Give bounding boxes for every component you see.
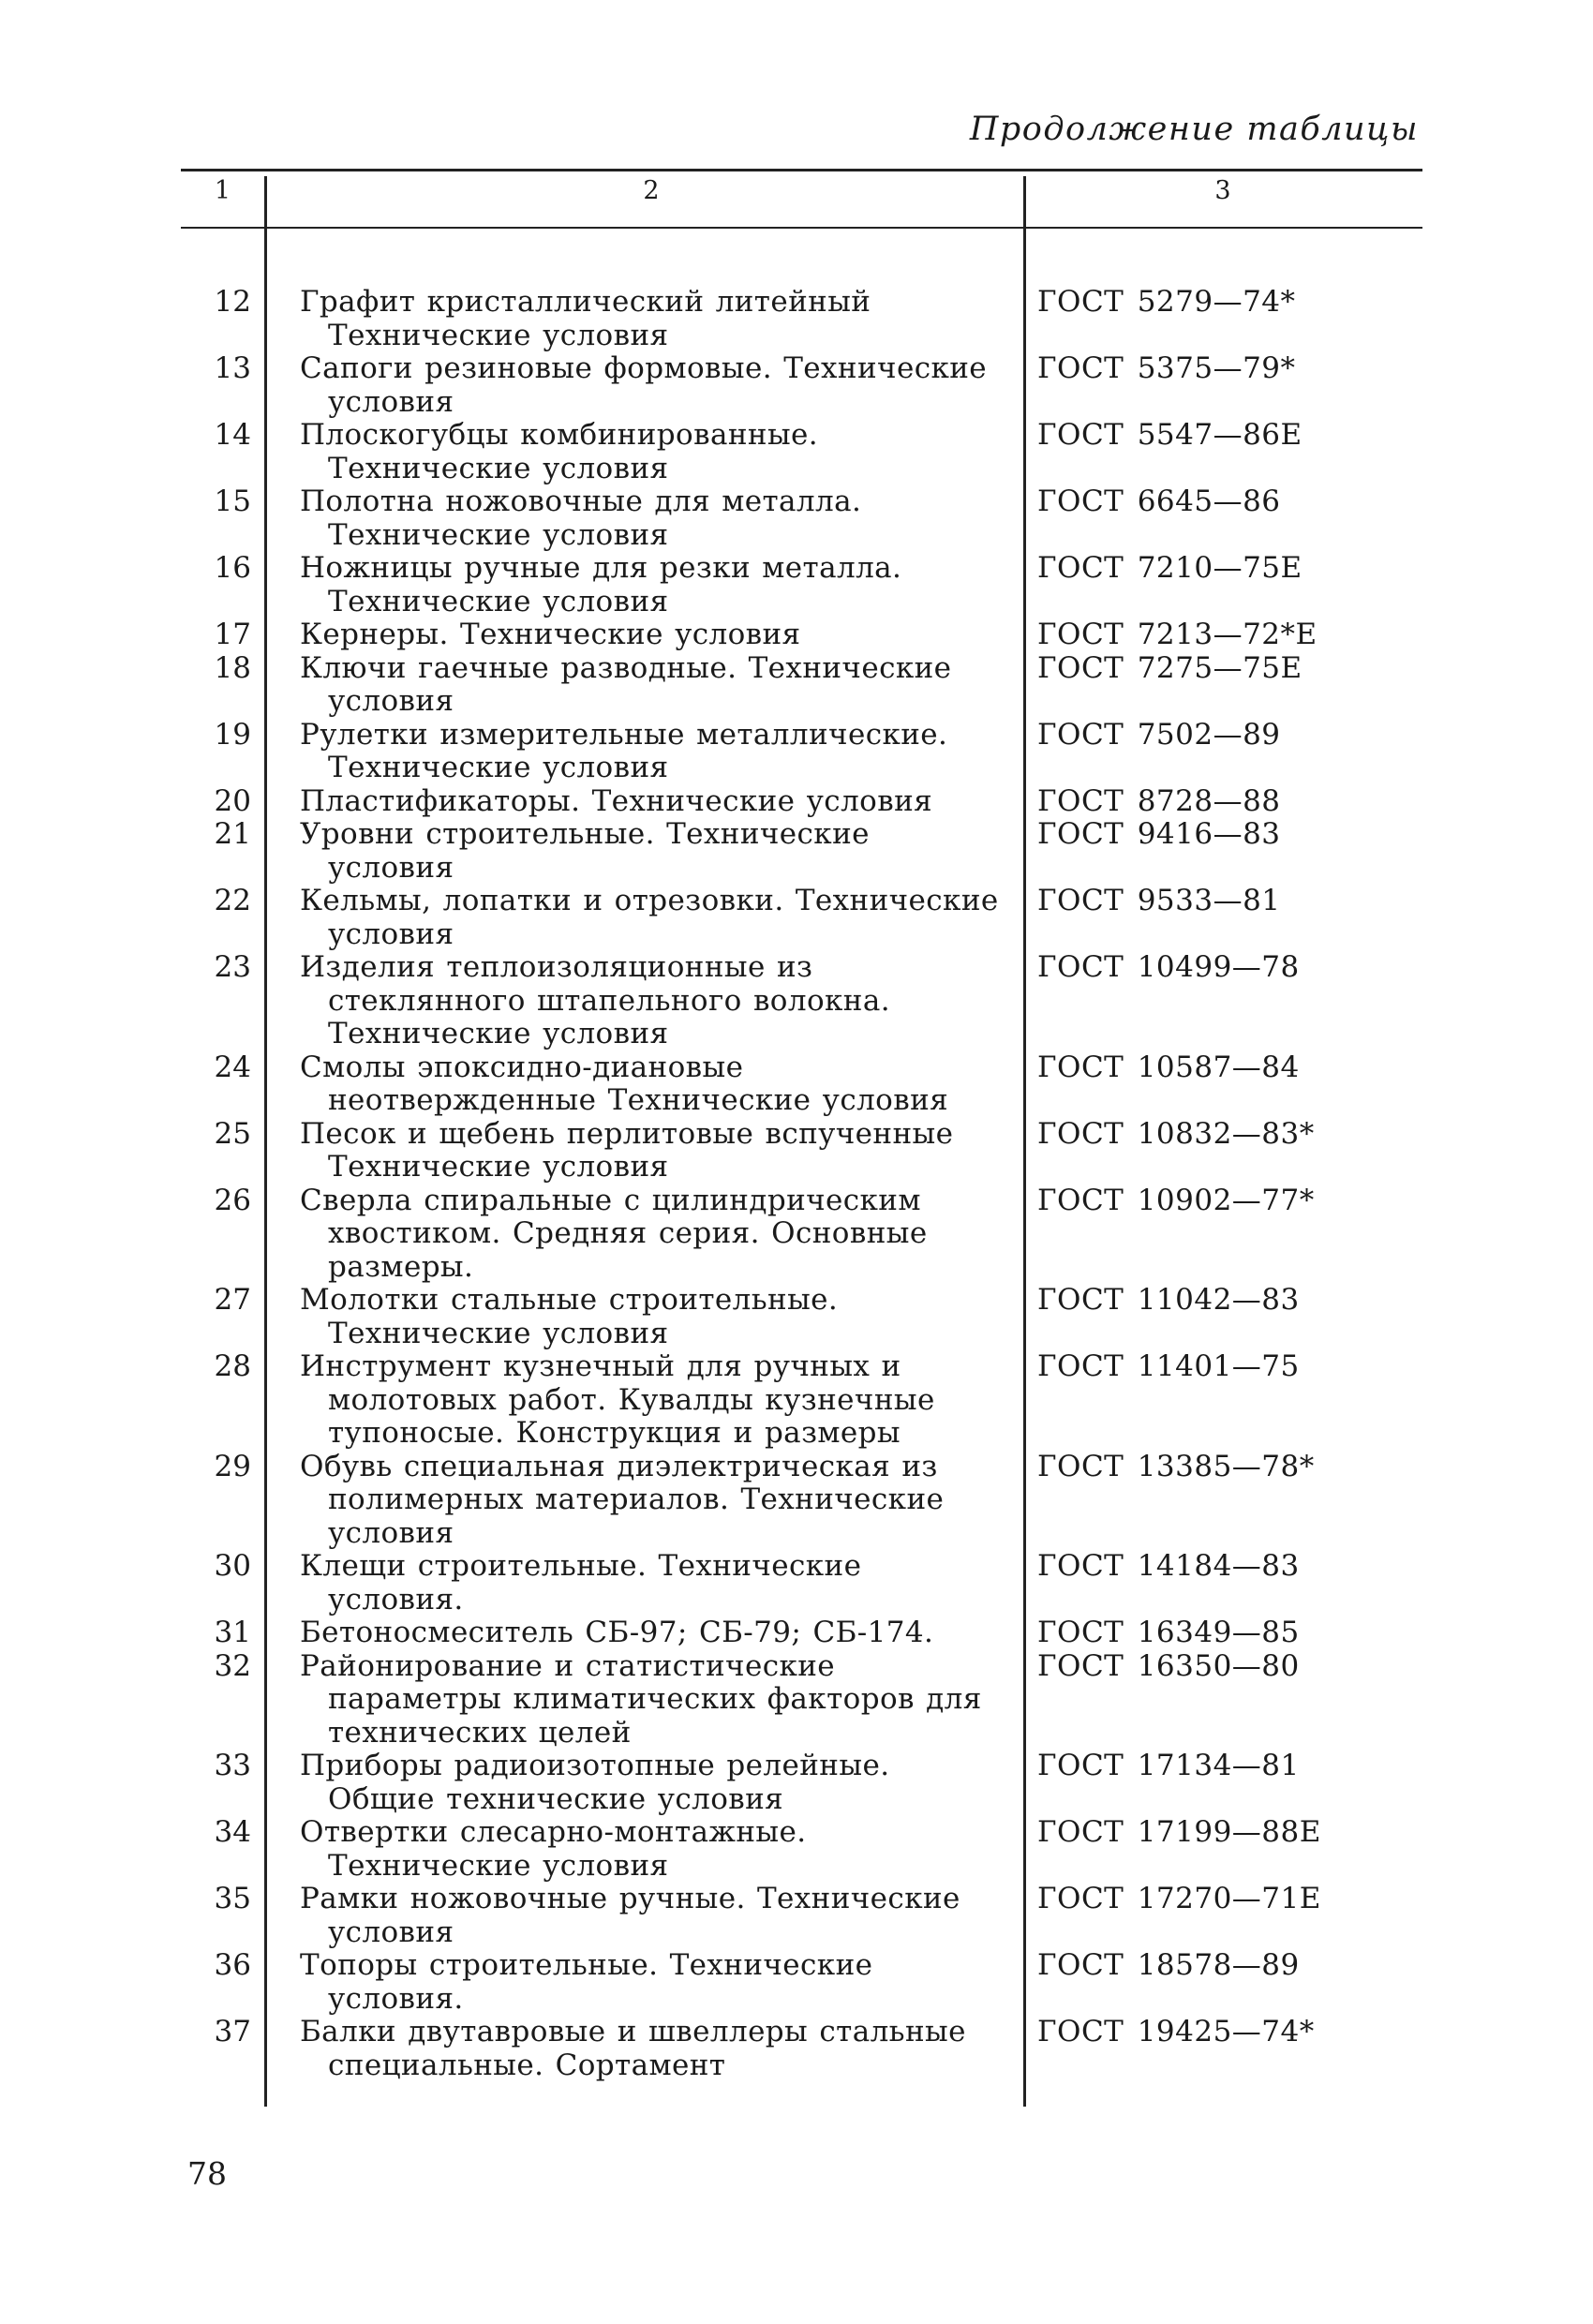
row-standard: ГОСТ 7275—75Е xyxy=(1037,650,1303,685)
row-standard: ГОСТ 5375—79* xyxy=(1037,351,1296,385)
row-number: 33 xyxy=(214,1749,251,1782)
row-standard: ГОСТ 19425—74* xyxy=(1037,2015,1315,2048)
table-row xyxy=(0,352,1593,419)
row-name: Рулетки измерительные металлические. Технические условия xyxy=(300,717,948,784)
row-number: 13 xyxy=(214,351,251,385)
row-standard: ГОСТ 6645—86 xyxy=(1037,484,1281,518)
header-col-1: 1 xyxy=(214,176,231,205)
row-standard: ГОСТ 5279—74* xyxy=(1037,285,1296,319)
row-standard: ГОСТ 10587—84 xyxy=(1037,1050,1300,1084)
row-standard: ГОСТ 7502—89 xyxy=(1037,717,1281,752)
row-name: Кельмы, лопатки и отрезовки. Технические условия xyxy=(300,884,999,951)
row-number: 16 xyxy=(214,551,251,585)
row-standard: ГОСТ 13385—78* xyxy=(1037,1449,1315,1483)
table-row xyxy=(0,1883,1593,1949)
row-number: 25 xyxy=(214,1116,251,1151)
header-col-3: 3 xyxy=(1214,176,1231,205)
row-name: Бетоносмеситель СБ-97; СБ-79; СБ-174. xyxy=(300,1616,934,1649)
row-name: Графит кристаллический литейный Технические условия xyxy=(300,285,871,352)
row-standard: ГОСТ 14184—83 xyxy=(1037,1549,1300,1583)
row-number: 18 xyxy=(214,650,251,685)
row-standard: ГОСТ 10902—77* xyxy=(1037,1183,1315,1217)
row-number: 32 xyxy=(214,1648,251,1683)
row-name: Инструмент кузнечный для ручных и молотовых работ. Кувалды кузнечные тупоносые. Конструкция и размеры xyxy=(300,1349,935,1450)
table-header-rule xyxy=(181,227,1422,229)
row-number: 36 xyxy=(214,1948,251,1982)
row-standard: ГОСТ 11042—83 xyxy=(1037,1283,1300,1317)
row-number: 31 xyxy=(214,1616,251,1649)
table-row xyxy=(0,818,1593,885)
page-number: 78 xyxy=(187,2155,227,2192)
row-standard: ГОСТ 5547—86Е xyxy=(1037,418,1303,452)
table-row xyxy=(0,1184,1593,1285)
row-standard: ГОСТ 9533—81 xyxy=(1037,884,1281,917)
row-number: 22 xyxy=(214,884,251,917)
row-number: 30 xyxy=(214,1549,251,1583)
row-number: 19 xyxy=(214,717,251,752)
row-number: 27 xyxy=(214,1283,251,1317)
row-name: Пластификаторы. Технические условия xyxy=(300,783,933,818)
table-row xyxy=(0,1650,1593,1750)
row-name: Сверла спиральные с цилиндрическим хвостиком. Средняя серия. Основные размеры. xyxy=(300,1183,928,1284)
row-standard: ГОСТ 17199—88Е xyxy=(1037,1815,1321,1849)
row-standard: ГОСТ 16350—80 xyxy=(1037,1648,1300,1683)
row-name: Полотна ножовочные для металла. Технические условия xyxy=(300,484,862,552)
row-number: 17 xyxy=(214,618,251,651)
row-name: Песок и щебень перлитовые вспученные Технические условия xyxy=(300,1116,954,1184)
table-row xyxy=(0,1816,1593,1883)
table-row xyxy=(0,785,1593,819)
row-number: 34 xyxy=(214,1815,251,1849)
row-standard: ГОСТ 11401—75 xyxy=(1037,1349,1300,1383)
standards-table-body xyxy=(0,286,1593,2082)
table-row xyxy=(0,1616,1593,1650)
row-standard: ГОСТ 9416—83 xyxy=(1037,817,1281,851)
row-standard: ГОСТ 10499—78 xyxy=(1037,950,1300,984)
row-standard: ГОСТ 18578—89 xyxy=(1037,1948,1300,1982)
row-name: Отвертки слесарно-монтажные. Технические условия xyxy=(300,1815,807,1883)
table-row xyxy=(0,1350,1593,1451)
row-name: Рамки ножовочные ручные. Технические условия xyxy=(300,1882,960,1949)
row-name: Сапоги резиновые формовые. Технические условия xyxy=(300,351,988,419)
table-row xyxy=(0,419,1593,485)
row-standard: ГОСТ 8728—88 xyxy=(1037,783,1281,818)
table-row xyxy=(0,1750,1593,1816)
row-name: Топоры строительные. Технические условия. xyxy=(300,1948,873,2016)
table-row xyxy=(0,1118,1593,1184)
row-name: Уровни строительные. Технические условия xyxy=(300,817,870,885)
row-name: Клещи строительные. Технические условия. xyxy=(300,1549,862,1616)
table-row xyxy=(0,485,1593,552)
row-number: 20 xyxy=(214,783,251,818)
table-row xyxy=(0,2016,1593,2082)
row-number: 12 xyxy=(214,285,251,319)
row-standard: ГОСТ 7213—72*Е xyxy=(1037,618,1318,651)
row-number: 28 xyxy=(214,1349,251,1383)
row-standard: ГОСТ 17134—81 xyxy=(1037,1749,1300,1782)
row-number: 29 xyxy=(214,1449,251,1483)
row-name: Кернеры. Технические условия xyxy=(300,618,801,651)
row-name: Молотки стальные строительные. Технические условия xyxy=(300,1283,839,1350)
table-row xyxy=(0,1284,1593,1350)
table-row xyxy=(0,885,1593,951)
row-number: 37 xyxy=(214,2015,251,2048)
row-number: 26 xyxy=(214,1183,251,1217)
row-name: Обувь специальная диэлектрическая из полимерных материалов. Технические условия xyxy=(300,1449,945,1550)
row-number: 14 xyxy=(214,418,251,452)
row-name: Плоскогубцы комбинированные. Технические условия xyxy=(300,418,819,485)
row-name: Приборы радиоизотопные релейные. Общие технические условия xyxy=(300,1749,890,1816)
table-row xyxy=(0,652,1593,719)
table-row xyxy=(0,552,1593,618)
row-name: Ножницы ручные для резки металла. Технические условия xyxy=(300,551,902,618)
table-row xyxy=(0,1451,1593,1551)
row-standard: ГОСТ 17270—71Е xyxy=(1037,1882,1321,1915)
header-col-2: 2 xyxy=(643,176,660,205)
table-row xyxy=(0,1550,1593,1616)
row-name: Смолы эпоксидно-диановые неотвержденные Технические условия xyxy=(300,1050,949,1117)
table-row xyxy=(0,1051,1593,1118)
row-number: 15 xyxy=(214,484,251,518)
row-standard: ГОСТ 10832—83* xyxy=(1037,1116,1315,1151)
row-name: Изделия теплоизоляционные из стеклянного штапельного волокна. Технические условия xyxy=(300,950,890,1050)
row-standard: ГОСТ 7210—75Е xyxy=(1037,551,1303,585)
row-number: 24 xyxy=(214,1050,251,1084)
row-number: 21 xyxy=(214,817,251,851)
row-name: Ключи гаечные разводные. Технические условия xyxy=(300,650,952,718)
table-top-rule xyxy=(181,169,1422,171)
row-name: Балки двутавровые и швеллеры стальные специальные. Сортамент xyxy=(300,2015,966,2082)
row-number: 23 xyxy=(214,950,251,984)
table-row xyxy=(0,719,1593,785)
table-row xyxy=(0,618,1593,652)
table-continuation-caption: Продолжение таблицы xyxy=(969,111,1419,148)
table-row xyxy=(0,286,1593,352)
row-name: Районирование и статистические параметры климатических факторов для технических целей xyxy=(300,1648,982,1750)
row-standard: ГОСТ 16349—85 xyxy=(1037,1616,1300,1649)
row-number: 35 xyxy=(214,1882,251,1915)
table-row xyxy=(0,1949,1593,2016)
table-row xyxy=(0,951,1593,1051)
